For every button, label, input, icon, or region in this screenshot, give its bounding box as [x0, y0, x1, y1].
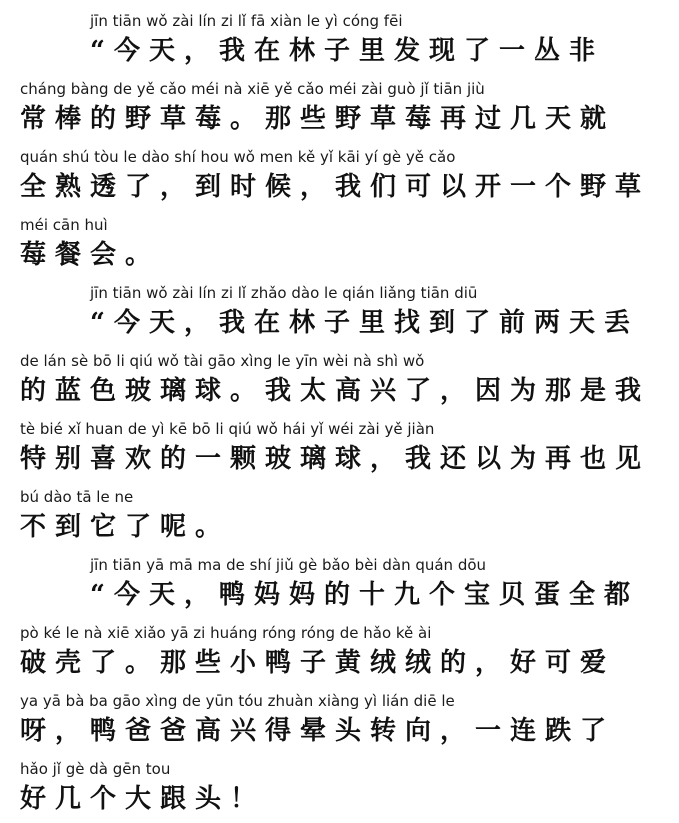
pinyin-line: jīn tiān wǒ zài lín zi lǐ fā xiàn le yì cóng fēi [90, 12, 403, 30]
pinyin-line: ya yā bà ba gāo xìng de yūn tóu zhuàn xiàng yì lián diē le [20, 692, 455, 710]
pinyin-line: tè bié xǐ huan de yì kē bō li qiú wǒ hái yǐ wéi zài yě jiàn [20, 420, 435, 438]
hanzi-line: 破壳了。那些小鸭子黄绒绒的，好可爱 [20, 648, 616, 678]
hanzi-line: “今天，我在林子里发现了一丛非 [90, 36, 604, 66]
pinyin-line: cháng bàng de yě cǎo méi nà xiē yě cǎo méi zài guò jǐ tiān jiù [20, 80, 485, 98]
pinyin-line: méi cān huì [20, 216, 108, 234]
hanzi-line: 的蓝色玻璃球。我太高兴了，因为那是我 [20, 376, 651, 406]
hanzi-line: “今天，鸭妈妈的十九个宝贝蛋全都 [90, 580, 639, 610]
hanzi-line: 全熟透了，到时候，我们可以开一个野草 [20, 172, 651, 202]
pinyin-line: jīn tiān yā mā ma de shí jiǔ gè bǎo bèi dàn quán dōu [90, 556, 487, 574]
hanzi-line: 呀，鸭爸爸高兴得晕头转向，一连跌了 [20, 716, 616, 746]
pinyin-line: quán shú tòu le dào shí hou wǒ men kě yǐ kāi yí gè yě cǎo [20, 148, 456, 166]
hanzi-line: 好几个大跟头！ [20, 784, 266, 814]
pinyin-line: pò ké le nà xiē xiǎo yā zi huáng róng róng de hǎo kě ài [20, 624, 432, 642]
pinyin-line: bú dào tā le ne [20, 488, 134, 506]
hanzi-line: 常棒的野草莓。那些野草莓再过几天就 [20, 104, 616, 134]
pinyin-line: de lán sè bō li qiú wǒ tài gāo xìng le yīn wèi nà shì wǒ [20, 352, 425, 370]
pinyin-line: hǎo jǐ gè dà gēn tou [20, 760, 171, 778]
hanzi-line: “今天，我在林子里找到了前两天丢 [90, 308, 639, 338]
hanzi-line: 特别喜欢的一颗玻璃球，我还以为再也见 [20, 444, 651, 474]
hanzi-line: 不到它了呢。 [20, 512, 231, 542]
pinyin-line: jīn tiān wǒ zài lín zi lǐ zhǎo dào le qián liǎng tiān diū [90, 284, 478, 302]
hanzi-line: 莓餐会。 [20, 240, 161, 270]
